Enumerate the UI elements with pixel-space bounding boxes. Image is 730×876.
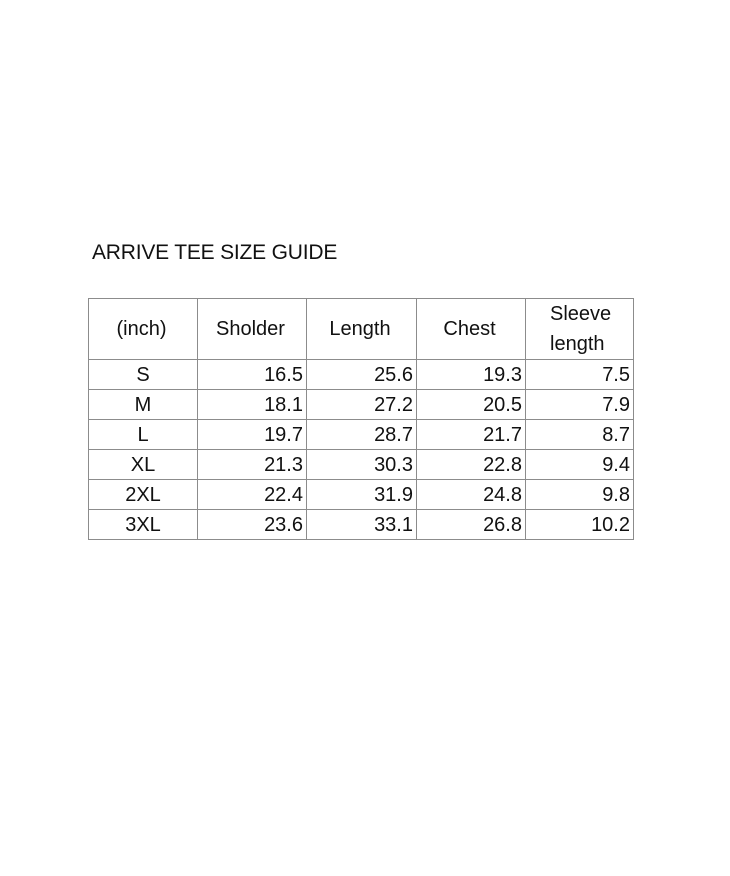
table-row [89, 390, 634, 420]
sleeve-length-cell: 10.2 [526, 510, 634, 540]
shoulder-cell: 19.7 [198, 420, 307, 450]
size-guide-table [88, 298, 634, 540]
size-cell: S [89, 360, 198, 390]
size-cell: XL [89, 450, 198, 480]
length-cell: 25.6 [307, 360, 417, 390]
length-cell: 27.2 [307, 390, 417, 420]
table-row [89, 480, 634, 510]
table-row [89, 360, 634, 390]
table-header [89, 299, 634, 360]
table-row [89, 510, 634, 540]
header-sleeve-line-2: length [550, 333, 605, 355]
size-cell: L [89, 420, 198, 450]
table-row [89, 420, 634, 450]
header-chest: Chest [417, 299, 526, 360]
sleeve-length-cell: 9.4 [526, 450, 634, 480]
length-cell: 30.3 [307, 450, 417, 480]
chest-cell: 21.7 [417, 420, 526, 450]
header-unit: (inch) [89, 299, 198, 360]
chest-cell: 20.5 [417, 390, 526, 420]
page-title: ARRIVE TEE SIZE GUIDE [92, 241, 338, 264]
shoulder-cell: 21.3 [198, 450, 307, 480]
chest-cell: 19.3 [417, 360, 526, 390]
header-row [89, 299, 634, 360]
size-cell: M [89, 390, 198, 420]
chest-cell: 24.8 [417, 480, 526, 510]
shoulder-cell: 16.5 [198, 360, 307, 390]
sleeve-length-cell: 8.7 [526, 420, 634, 450]
chest-cell: 26.8 [417, 510, 526, 540]
length-cell: 28.7 [307, 420, 417, 450]
chest-cell: 22.8 [417, 450, 526, 480]
size-cell: 3XL [89, 510, 198, 540]
sleeve-length-cell: 7.9 [526, 390, 634, 420]
sleeve-length-cell: 7.5 [526, 360, 634, 390]
shoulder-cell: 18.1 [198, 390, 307, 420]
shoulder-cell: 22.4 [198, 480, 307, 510]
header-sleeve-line-1: Sleeve [550, 303, 612, 325]
shoulder-cell: 23.6 [198, 510, 307, 540]
length-cell: 31.9 [307, 480, 417, 510]
header-sleeve-length [526, 299, 634, 360]
sleeve-length-cell: 9.8 [526, 480, 634, 510]
header-length: Length [307, 299, 417, 360]
header-shoulder: Sholder [198, 299, 307, 360]
length-cell: 33.1 [307, 510, 417, 540]
table-body [89, 360, 634, 540]
table-row [89, 450, 634, 480]
size-cell: 2XL [89, 480, 198, 510]
